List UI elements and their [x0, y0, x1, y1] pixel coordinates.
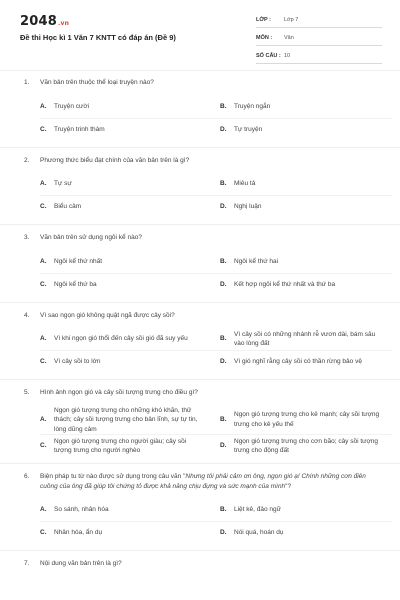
option-c[interactable]: [40, 119, 212, 141]
question-5: [24, 388, 378, 464]
meta-label: SỐ CÂU :: [256, 53, 281, 59]
option-text: Liệt kê, đảo ngữ: [234, 506, 281, 514]
meta-value: Lớp 7: [284, 17, 299, 23]
option-a[interactable]: [40, 328, 212, 350]
logo-suffix: .vn: [57, 20, 70, 27]
option-letter: B.: [220, 102, 227, 110]
option-text: Ngọn gió tượng trưng cho kẻ mạnh; cây sồi tượng trưng cho kẻ yếu thế: [234, 411, 380, 428]
question-text: [40, 472, 378, 491]
page-header: [0, 0, 400, 62]
question-text: Văn bản trên sử dụng ngôi kể nào?: [40, 234, 142, 241]
option-d[interactable]: [220, 196, 392, 218]
option-d[interactable]: [220, 119, 392, 141]
option-text: Ngọn gió tượng trưng cho những khó khăn, thử thách; cây sồi tượng trưng cho bản lĩnh, sự tự tin, lòng dũng cảm: [54, 406, 198, 433]
option-c[interactable]: [40, 522, 212, 544]
meta-label: LỚP :: [256, 17, 271, 23]
question-number: 4.: [24, 311, 30, 319]
meta-value: Văn: [284, 35, 294, 41]
option-b[interactable]: [220, 406, 392, 435]
option-letter: C.: [40, 358, 47, 366]
option-text: Nghị luận: [234, 203, 262, 211]
question-text: Phương thức biểu đạt chính của văn bản trên là gì?: [40, 156, 190, 164]
question-divider: [0, 463, 400, 464]
question-1: [24, 78, 378, 148]
option-b[interactable]: [220, 173, 392, 195]
option-a[interactable]: [40, 251, 212, 273]
option-d[interactable]: [220, 274, 392, 296]
option-d[interactable]: [220, 522, 392, 544]
option-letter: B.: [220, 257, 227, 265]
question-number: 7.: [24, 560, 30, 567]
option-text: Biểu cảm: [54, 203, 82, 211]
option-text: Ngôi kể thứ ba: [54, 280, 97, 288]
meta-value: 10: [284, 53, 291, 59]
question-list: [0, 78, 400, 569]
question-number: 1.: [24, 79, 30, 86]
question-divider: [0, 550, 400, 551]
option-letter: D.: [220, 442, 227, 450]
option-b[interactable]: [220, 328, 392, 350]
question-4: [24, 311, 378, 381]
option-d[interactable]: [220, 351, 392, 373]
option-c[interactable]: [40, 274, 212, 296]
question-number: 6.: [24, 473, 30, 480]
option-c[interactable]: [40, 196, 212, 218]
question-7: [24, 559, 378, 569]
option-b[interactable]: [220, 96, 392, 118]
option-letter: C.: [40, 280, 47, 288]
option-text: Kết hợp ngôi kể thứ nhất và thứ ba: [234, 280, 336, 288]
question-number: 2.: [24, 156, 30, 164]
question-divider: [0, 224, 400, 225]
logo-text: 2048: [20, 14, 57, 29]
option-text: Truyện cười: [54, 102, 90, 110]
meta-row-subject: [256, 32, 382, 46]
exam-meta: [256, 14, 382, 64]
option-letter: D.: [220, 125, 227, 133]
option-letter: B.: [220, 416, 227, 423]
option-b[interactable]: [220, 499, 392, 521]
question-number: 3.: [24, 234, 30, 241]
option-text: Truyện ngắn: [234, 102, 271, 110]
question-text-plain: Biện pháp tu từ nào được sử dụng trong câu văn ": [40, 473, 186, 480]
meta-label: MÔN :: [256, 35, 273, 41]
option-letter: D.: [220, 529, 227, 537]
option-c[interactable]: [40, 351, 212, 373]
option-a[interactable]: [40, 499, 212, 521]
option-text: Vì cây sồi có những nhánh rễ vươn dài, bám sâu vào lòng đất: [234, 330, 376, 347]
option-a[interactable]: [40, 406, 212, 435]
option-a[interactable]: [40, 96, 212, 118]
option-b[interactable]: [220, 251, 392, 273]
option-d[interactable]: [220, 435, 392, 457]
option-letter: C.: [40, 442, 47, 450]
option-letter: A.: [40, 257, 47, 265]
option-text: Miêu tả: [234, 180, 256, 188]
question-number: 5.: [24, 389, 30, 396]
option-text: Vì gió nghĩ rằng cây sồi có thần rừng bảo vệ: [234, 358, 362, 366]
question-divider: [0, 379, 400, 380]
question-text: Vì sao ngọn gió không quật ngã được cây sồi?: [40, 311, 175, 319]
option-text: Tự sự: [54, 180, 72, 188]
option-text: Ngọn gió tượng trưng cho người giàu; cây sồi tượng trưng cho người nghèo: [54, 437, 187, 454]
option-letter: D.: [220, 280, 227, 288]
question-text: Văn bản trên thuộc thể loại truyện nào?: [40, 79, 154, 86]
question-quote: Nhưng tôi phải cảm ơn ông, ngọn gió ạ! Chính những cơn điên cuồng của ông đã giúp tôi chứng tỏ được khả năng chịu đựng và sức mạnh của mình: [40, 473, 366, 490]
option-letter: C.: [40, 529, 47, 537]
option-letter: B.: [220, 335, 227, 343]
option-letter: B.: [220, 180, 227, 188]
question-text: Hình ảnh ngọn gió và cây sồi tượng trưng cho điều gì?: [40, 389, 198, 396]
option-text: Ngôi kể thứ nhất: [54, 257, 103, 265]
header-divider: [0, 70, 400, 71]
option-text: Ngọn gió tượng trưng cho cơn bão; cây sồi tượng trưng cho động đất: [234, 437, 378, 454]
option-text: Vì khi ngọn gió thổi đến cây sồi gió đã suy yếu: [54, 335, 188, 343]
question-divider: [0, 302, 400, 303]
option-text: Vì cây sồi to lớn: [54, 358, 101, 366]
option-letter: A.: [40, 335, 47, 343]
option-letter: C.: [40, 203, 47, 211]
question-2: [24, 156, 378, 226]
option-letter: A.: [40, 416, 47, 423]
option-letter: A.: [40, 506, 47, 514]
meta-row-count: [256, 50, 382, 64]
option-text: So sánh, nhân hóa: [54, 506, 109, 514]
exam-title: Đề thi Học kì 1 Văn 7 KNTT có đáp án (Đề 9): [20, 33, 176, 42]
option-a[interactable]: [40, 173, 212, 195]
meta-row-class: [256, 14, 382, 28]
option-text: Nói quá, hoán dụ: [234, 529, 284, 537]
site-logo[interactable]: [20, 14, 69, 29]
option-text: Tự truyện: [234, 125, 263, 133]
question-text: Nội dung văn bản trên là gì?: [40, 560, 122, 567]
question-text-end: "?: [285, 482, 292, 490]
option-text: Ngôi kể thứ hai: [234, 257, 279, 265]
option-text: Truyện trinh thám: [54, 125, 105, 133]
option-letter: A.: [40, 180, 47, 188]
option-letter: D.: [220, 203, 227, 211]
option-letter: C.: [40, 125, 47, 133]
question-divider: [0, 147, 400, 148]
option-text: Nhân hóa, ẩn dụ: [54, 529, 103, 537]
option-c[interactable]: [40, 435, 212, 457]
option-letter: B.: [220, 506, 227, 514]
question-6: [24, 472, 378, 551]
question-3: [24, 233, 378, 303]
option-letter: A.: [40, 102, 47, 110]
option-letter: D.: [220, 358, 227, 366]
